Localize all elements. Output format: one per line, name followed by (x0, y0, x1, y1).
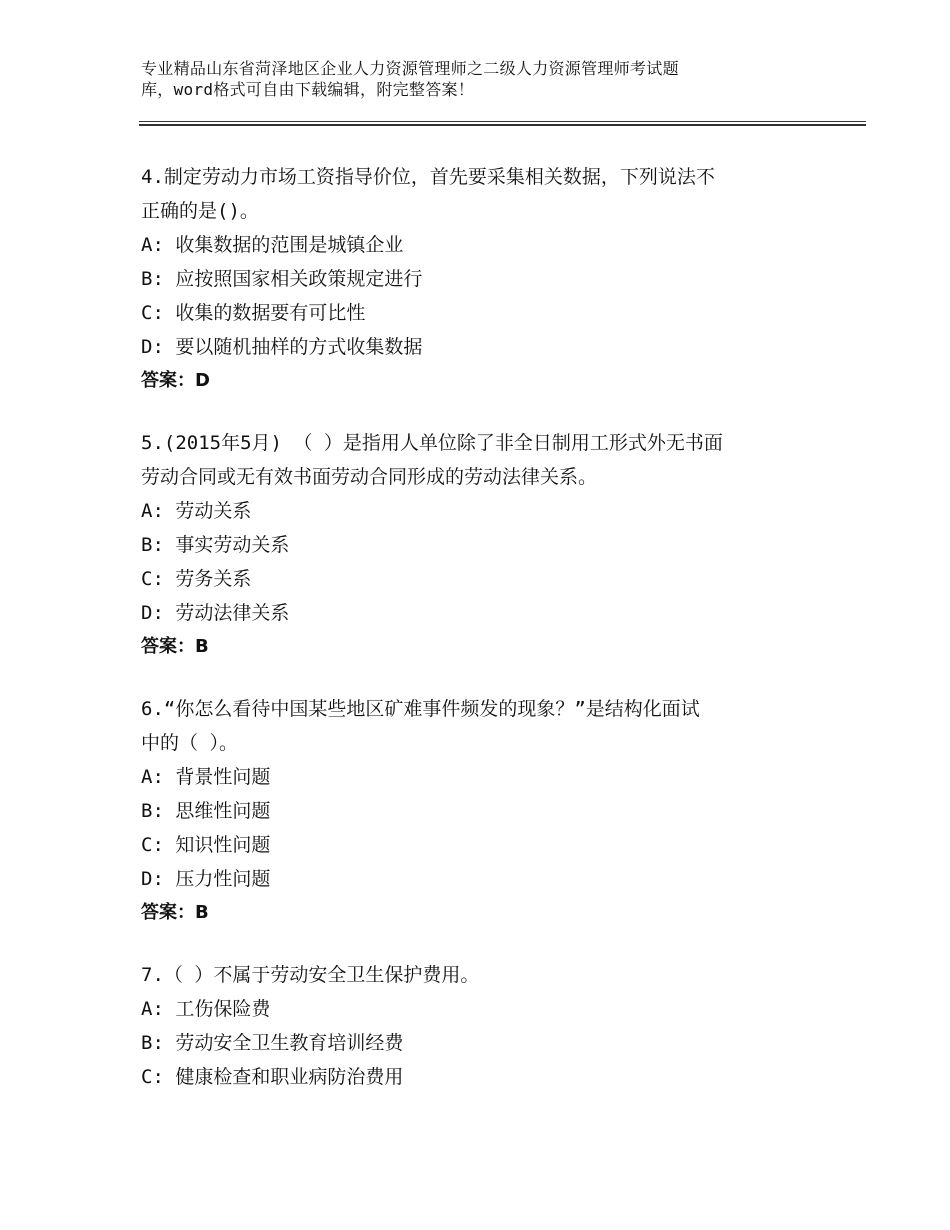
header-divider-thick (139, 124, 866, 126)
option-d: D: 要以随机抽样的方式收集数据 (141, 336, 423, 358)
question-stem: 4.制定劳动力市场工资指导价位，首先要采集相关数据，下列说法不 (141, 166, 715, 188)
question-stem-cont: 中的（ ）。 (141, 732, 238, 754)
option-b: B: 劳动安全卫生教育培训经费 (141, 1032, 404, 1054)
question-stem: 7.（ ）不属于劳动安全卫生保护费用。 (141, 964, 480, 986)
answer: 答案：B (141, 902, 209, 923)
option-c: C: 健康检查和职业病防治费用 (141, 1066, 404, 1088)
answer: 答案：B (141, 636, 209, 657)
question-4 (141, 160, 821, 398)
option-b: B: 应按照国家相关政策规定进行 (141, 268, 423, 290)
option-c: C: 知识性问题 (141, 834, 271, 856)
option-b: B: 思维性问题 (141, 800, 271, 822)
question-7 (141, 958, 821, 1094)
header-divider-thin (139, 121, 866, 122)
option-c: C: 劳务关系 (141, 568, 252, 590)
question-list (141, 160, 821, 1122)
option-d: D: 劳动法律关系 (141, 602, 290, 624)
answer: 答案：D (141, 370, 210, 391)
option-b: B: 事实劳动关系 (141, 534, 290, 556)
option-a: A: 工伤保险费 (141, 998, 271, 1020)
document-header (141, 58, 841, 100)
question-stem-cont: 正确的是()。 (141, 200, 259, 222)
question-stem: 6.“你怎么看待中国某些地区矿难事件频发的现象？”是结构化面试 (141, 698, 700, 720)
option-c: C: 收集的数据要有可比性 (141, 302, 366, 324)
question-6 (141, 692, 821, 930)
header-line-2: 库，word格式可自由下载编辑，附完整答案！ (141, 80, 475, 99)
option-d: D: 压力性问题 (141, 868, 271, 890)
option-a: A: 背景性问题 (141, 766, 271, 788)
header-line-1: 专业精品山东省菏泽地区企业人力资源管理师之二级人力资源管理师考试题 (141, 59, 679, 78)
question-stem: 5.(2015年5月) （ ）是指用人单位除了非全日制用工形式外无书面 (141, 432, 723, 454)
question-5 (141, 426, 821, 664)
option-a: A: 收集数据的范围是城镇企业 (141, 234, 404, 256)
question-stem-cont: 劳动合同或无有效书面劳动合同形成的劳动法律关系。 (141, 466, 598, 488)
option-a: A: 劳动关系 (141, 500, 252, 522)
